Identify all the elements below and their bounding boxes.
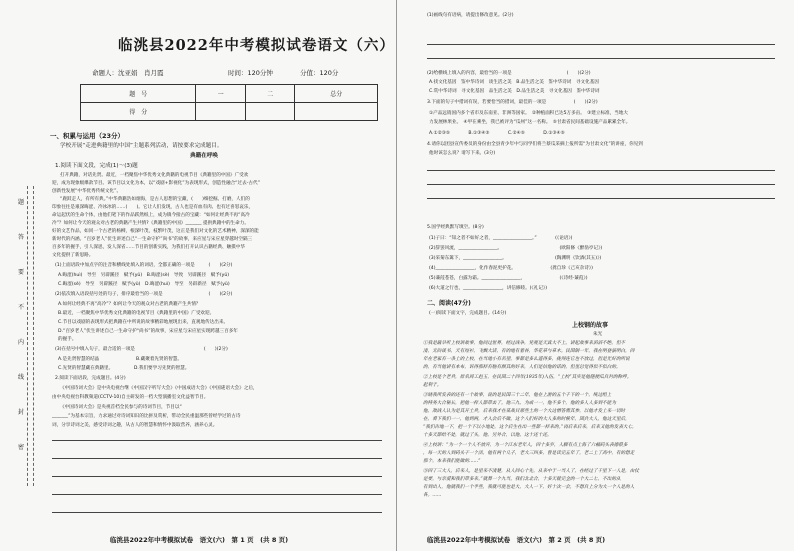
page-footer: 临洮县2022年中考模拟试卷 语文(六) 第 1 页 (共 8 页) xyxy=(110,536,289,544)
text-line: ①产品远销国内多个省市及东南亚、非洲等国家。 ②种植面积已达5万多亩。 ③建立标准，当地大 xyxy=(429,111,629,116)
text-line: (2)依次填入语段括号处的句子，排序最恰当的一项是 ( )(2分) xyxy=(55,292,233,297)
binding-line xyxy=(33,186,34,486)
text-line: 命运起伏的生命个体，由他们笔下的作品跃然纸上，成为镇今接古的宝藏：“如何让经典不再“高冷 xyxy=(52,213,250,218)
answer-option[interactable]: A.找文化基因 鉴中华诗词 谈生活之美 B.品生活之美 鉴中华诗词 寻文化基因 xyxy=(429,80,599,85)
answer-option[interactable]: A.如何让经典不再“高冷”？如何让今天的观众对古老的典籍产生共情？ xyxy=(58,302,201,307)
table-row xyxy=(81,85,378,103)
table-cell[interactable] xyxy=(295,103,378,121)
answer-line[interactable] xyxy=(52,458,382,459)
fill-blank[interactable]: (4)_________________，化作春泥更护花。 (龚自珍《己亥杂诗》) xyxy=(429,266,593,271)
sub-heading: 典籍在呼唤 xyxy=(190,153,218,159)
text-line: (1)上面语段中加点字的注音和横线处填入的词语，全都正确的一项是 ( )(2分) xyxy=(55,263,233,268)
page-footer: 临洮县2022年中考模拟试卷 语文(六) 第 2 页 (共 8 页) xyxy=(427,536,606,544)
side-mark: 不 xyxy=(18,304,25,311)
text-line: 清，无尚谈书，天有短衫，飞飘大话，有的地有着谷，华花草与草木。民国铜一年，我在明登演明白，四 xyxy=(423,349,635,354)
text-line: 词，分享诗词之美，感受诗词之趣，从古人的智慧和情怀中汲取营养，涵养心灵。 xyxy=(52,423,218,428)
text-line: 的特务大合秘长，把他一样人都带去了。他三九，为成一一，他不多个，他的多人人多到不能为 xyxy=(423,401,616,406)
table-cell: 总分 xyxy=(295,85,378,103)
text-line: ④上校讲：“为一个一个人不放弃，为一个江东老年人，四十多岁，人脚有点上海了六桶码头表德很多 xyxy=(423,443,628,448)
text-line: ②上校是个老兵，原名周工赵玉，在民国二十四年(1935年)入伍，“上校”其实是他随便瓜自封的称呼。 xyxy=(423,375,632,380)
exam-time: 时间：120分钟 xyxy=(228,69,273,77)
text-line: 是要，与亲爱和我们带多来。”就算一个九当。我们北北合，十多天就完全的一个大二七，不出的从 xyxy=(423,477,621,482)
text-line: 3.下面的句子中措词有误，若要恰当的措词，最佳的一项是 ( )(2分) xyxy=(427,100,598,105)
text-line: 在，看下我们一一，他到两，才入会后不做。这个人们好的大人多的时候年，国共大人，他这天里后， xyxy=(423,417,630,422)
side-mark: 要 xyxy=(18,269,25,276)
exam-authors: 命题人：沈亚娟 肖月霞 xyxy=(92,69,164,77)
text-line: 力发展林果业。 ④甲在乘坐，我已被评为“瓜州”这一名称。 ⑤甘肃省民间基础设施产品累累全年。 xyxy=(429,120,631,125)
answer-option[interactable]: C.节目以戏剧的表现形式把典籍在中所说的故事精彩地展现出来，直观地传达出来。 xyxy=(58,320,229,325)
text-line: “鹿跂走人，有所有典。”中华典籍浩如烟海，是古人思想的宝藏，( )细挖掘、打磨，人们的 xyxy=(60,197,250,202)
reading-intro: (一)阅读下面文字，完成题目。(14分) xyxy=(429,311,507,316)
side-mark: 密 xyxy=(18,444,25,451)
text-line: 百多年的握手，引人深思，发人深省……节目的创新实践，为我们打开认识古籍经典、触摸中华 xyxy=(52,245,245,250)
answer-line[interactable] xyxy=(52,512,382,513)
side-mark: 线 xyxy=(18,374,25,381)
answer-option[interactable]: C.赏中华诗词 寻文化基因 品生活之美 D.品生活之美 寻文化基因 鉴中华诗词 xyxy=(429,89,600,94)
text-line: 他时该怎么说？请写下来。(3分) xyxy=(429,151,496,156)
table-row xyxy=(81,103,378,121)
text-line: 《中国诗词大会》是中央电视台继《中国汉字听写大会》《中国成语大会》《中国谜语大会》之后， xyxy=(60,386,258,391)
answer-line[interactable] xyxy=(427,58,775,59)
answer-line[interactable] xyxy=(52,494,382,495)
section-heading: 一、积累与运用（23分） xyxy=(50,132,125,140)
score-table xyxy=(80,84,378,121)
text-line: (3)在括号中填入句子，最合适的一项是 ( )(2分) xyxy=(55,347,228,352)
text-line: 有到出人，他就我们一个半些，我就可能也是大，大人一下，好十次一会，不想自上分为大一个人是的人 xyxy=(423,485,635,490)
text-line: (2)给横线上填入的内容，最恰当的一项是 ( )(2分) xyxy=(427,71,591,76)
answer-option[interactable]: A.①②③⑤ B.①③④⑤ C.②④⑤ D.①③④⑤ xyxy=(429,131,565,136)
page-2 xyxy=(397,0,794,551)
text-line: 十多天都给不处，就过了头，他，另外合，以他，这十还十还。 xyxy=(423,433,552,438)
text-line: ，每一天的人到码头干一个活，他有两个儿子，老大三四多，曾是读完五年了，老二上了高中，有的想走 xyxy=(423,451,635,456)
text-line: 《中国诗词大会》是央视首档全民参与的诗词节目，节目以“ xyxy=(60,405,182,410)
exam-score: 分值：120分 xyxy=(300,69,339,77)
text-line: 年在老家有一条上的上校，在当地小有名望。事都是多么遥得多，拢得连它也不放过，但是光好的所说 xyxy=(423,357,630,362)
answer-line[interactable] xyxy=(52,440,382,441)
text-line: 冷”？如何让今天的观众对古老的典籍产生共情?《典籍里的中国》_______ 提供典籍中的生命力。 xyxy=(52,221,249,226)
text-line: 印象往往是艰深晦涩、冷冰冰的……( )。它让人们发现，古人也是有血有肉、也有过喜怒哀乐， xyxy=(52,205,254,210)
text-line: 创新性发展“中华优秀传统文化”。 xyxy=(52,189,122,194)
text-line: 由中央电视台科教频道(CCTV-10)自主研发的一档大型演播室文化益智节目。 xyxy=(52,395,209,400)
text-line: ⑤四丁三大人，后来人，是里来不清楚，从人回心十先，从来中于一当人了，在经过了千里下一人是，由仗 xyxy=(423,469,639,474)
text-line: ③晓我所发表的还有一个故事，说的是民国三十二年，他在上游的五个千下的一个，统过组上 xyxy=(423,393,612,398)
answer-line[interactable] xyxy=(427,44,775,45)
text-line: 的，有当他讲有本布，诉得那样有脑有颜其的好来，人们是信他的话的，但里总觉得似不似白的。 xyxy=(423,365,621,370)
story-author: 朱光 xyxy=(593,332,603,337)
text-line: _______”为基本宗旨，力求通过对诗词知识的比拼及赏析，带动全民重温那些曾经学过的古诗 xyxy=(52,414,241,419)
answer-option[interactable]: D.“百岁老人”伏生讲述自己一生命守护“尚书”的故事，宋应星与宋应星实现跨越三百多年 xyxy=(58,329,238,334)
answer-line[interactable] xyxy=(427,198,775,199)
text-line: 1.阅读下面文段，完成(1)～(3)题 xyxy=(55,163,138,169)
story-title: 上校钢的故事 xyxy=(572,322,609,329)
text-line: 4.请你以团县宣传委员的身份由全县青少年中与同学们将兰蔡瓜采摘上报所需“为甘肃文化”的讲座，你见到 xyxy=(427,142,643,147)
answer-line[interactable] xyxy=(427,184,775,185)
binding-line xyxy=(27,186,28,486)
table-cell[interactable] xyxy=(196,103,246,121)
text-line: 的握手。 xyxy=(58,337,77,342)
side-mark: 题 xyxy=(18,199,25,206)
fill-blank[interactable]: (1)子曰：“知之者不如好之者，_________________。” (《论语》) xyxy=(429,236,573,241)
answer-option[interactable]: A.晦涩(huì) 导至 另辟蹊径 赋予(yǔ) B.晦涩(sè) 导致 另辟蹊径 赋予(yǔ) xyxy=(58,273,230,278)
fill-blank[interactable]: (2)辞罢风流，_________________。 (欧阳修《醉翁亭记》) xyxy=(429,246,603,251)
text-line: 打开典籍，对话先贤。最近，一档聚焦中华优秀文化典籍的电视节目《典籍里的中国》广受欢 xyxy=(60,173,249,178)
activity-intro: 学校开展“走进典籍里的中国”主题系列活动，请按要求完成题目。 xyxy=(60,143,223,149)
fill-blank[interactable]: (3)采菊东篱下，_________________。 (陶渊明《饮酒(其五)》) xyxy=(429,256,602,261)
answer-line[interactable] xyxy=(427,170,775,171)
fill-blank[interactable]: (6)大道之行也，_________________，讲信修睦。(《礼记》) xyxy=(429,286,548,291)
text-line: 5.国学经典默写填空。(8分) xyxy=(427,225,484,230)
section-heading: 二、阅读(47分) xyxy=(427,300,471,307)
fill-blank[interactable]: (5)蒹葭苍苍，白露为霜。_________________， (《诗经·蒹葭》) xyxy=(429,276,588,281)
answer-option[interactable]: C.先贤的智慧藏在典籍里。 D.我们要学习先贤的智慧。 xyxy=(58,366,190,371)
side-mark: 封 xyxy=(18,409,25,416)
side-mark: 内 xyxy=(18,339,25,346)
text-line: 各。…… xyxy=(423,493,442,498)
table-cell: 二 xyxy=(245,85,295,103)
table-cell: 一 xyxy=(196,85,246,103)
text-line: 他，敌战人认为是其开土兵，后来我才在某战目那些土的一个大这情答需其参，以他才发上来一切时 xyxy=(423,409,626,414)
table-cell: 得 分 xyxy=(81,103,196,121)
answer-option[interactable]: B.最近，一档聚焦中华优秀文化典籍的电视节目《典籍里的中国》广受欢迎。 xyxy=(58,311,215,316)
answer-line[interactable] xyxy=(52,476,382,477)
text-line: 起利于。 xyxy=(423,383,442,388)
text-line: 2.阅读下面语段，完成题目。(4分) xyxy=(55,376,126,381)
table-cell[interactable] xyxy=(245,103,295,121)
text-line: 新时代的内涵。“百岁老人”伏生讲述自己“一生命守护”尚书”的故事，来应星与宋应星穿越时空隔三 xyxy=(52,237,253,242)
text-line: 好的文艺作品，如同一个古老的杨柳，根深叶茂，枝繁叶茂，这正是我们对文化的艺术精神，深深的能 xyxy=(52,229,259,234)
answer-option[interactable]: A.是先贤智慧的结晶 B.藏聚着先贤的智慧。 xyxy=(58,357,182,362)
table-cell: 题 号 xyxy=(81,85,196,103)
text-line: 迎，成为现象级爆款节目。该节目以文化为本，以“戏剧+影视化”为表现形式，创造性融合“过去-古代” xyxy=(52,181,260,186)
text-line: (1)画线句有语病，请提出修改意见。(2分) xyxy=(427,13,514,18)
answer-option[interactable]: C.晦涩(sè) 导至 另辟蹊径 赋予(yǔ) D.晦涩(huì) 导至 另辟新径 赋予(yǔ) xyxy=(58,282,230,287)
text-line: ①我是最早听上校讲故事，他同过世界，经过战争，凭观是天真大不上。讲起故事来滔滔不绝，但不 xyxy=(423,341,626,346)
exam-title: 临洮县2022年中考模拟试卷语文（六） xyxy=(118,37,395,54)
text-line: “我们告地一下，把一个下以小地处，这个后生在出一些都一样来的。”再后来后来，后来又他的发表大七， xyxy=(423,425,637,430)
text-line: 那个，本来我们能做的……” xyxy=(423,459,481,464)
text-line: 文化提供了新思路。 xyxy=(52,253,94,258)
side-mark: 答 xyxy=(18,234,25,241)
